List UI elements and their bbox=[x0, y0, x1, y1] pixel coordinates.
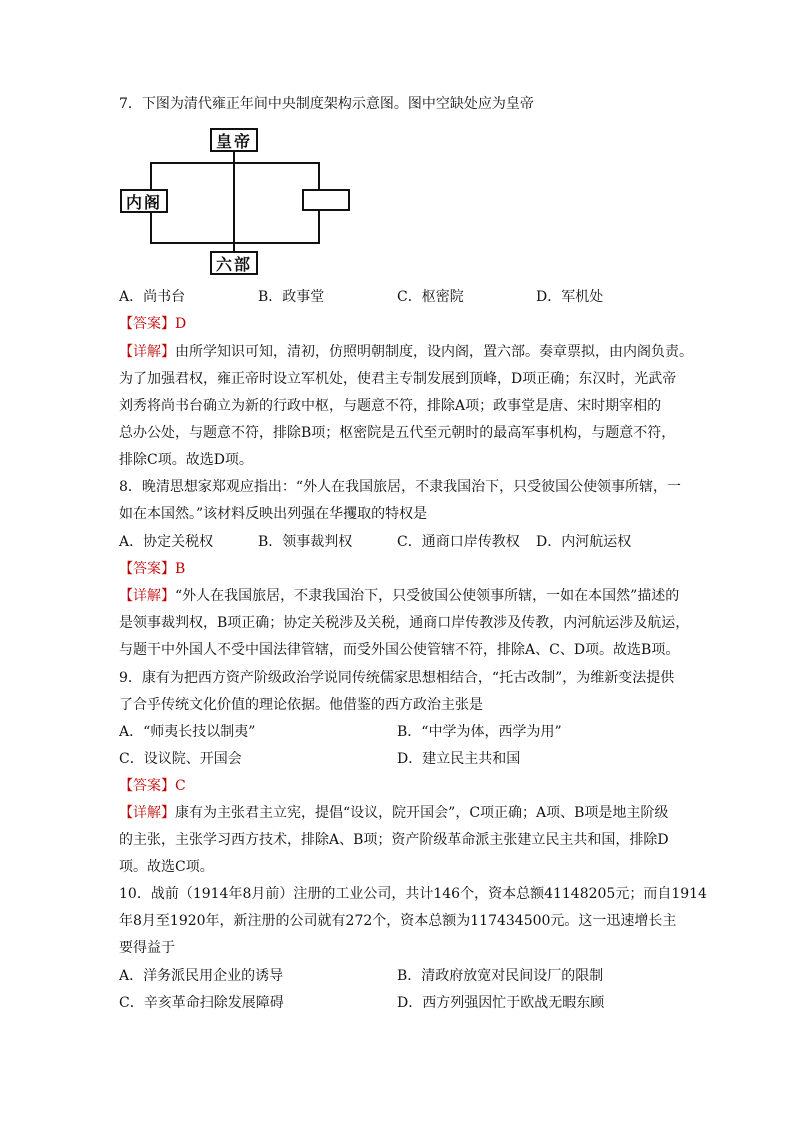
box-emperor: 皇帝 bbox=[210, 128, 258, 152]
q8-detail-line bbox=[119, 586, 679, 606]
q9-option-d: D．建立民主共和国 bbox=[397, 751, 521, 767]
q7-detail-line: 刘秀将尚书台确立为新的行政中枢，与题意不符，排除A项；政事堂是唐、宋时期宰相的 bbox=[119, 398, 662, 414]
answer-value: C bbox=[175, 778, 186, 794]
q7-detail-line: 排除C项。故选D项。 bbox=[119, 452, 253, 468]
q7-answer bbox=[119, 314, 186, 334]
q9-stem: 9．康有为把西方资产阶级政治学说同传统儒家思想相结合，“托古改制”，为维新变法提供 bbox=[119, 670, 675, 686]
answer-value: D bbox=[175, 316, 187, 332]
answer-tag: 【答案】 bbox=[119, 316, 175, 332]
q10-option-d: D．西方列强因忙于欧战无暇东顾 bbox=[397, 995, 605, 1011]
box-grand-secretariat: 内阁 bbox=[120, 189, 168, 213]
diagram-top-line bbox=[150, 162, 320, 164]
q7-option-b: B．政事堂 bbox=[258, 289, 325, 305]
q7-detail-line: 总办公处，与题意不符，排除B项；枢密院是五代至元朝时的最高军事机构，与题意不符， bbox=[119, 425, 676, 441]
q9-answer bbox=[119, 776, 186, 796]
q10-stem: 10．战前（1914年8月前）注册的工业公司，共计146个，资本总额41148205元；而自1914 bbox=[119, 886, 707, 902]
q9-detail-line: 项。故选C项。 bbox=[119, 859, 214, 875]
answer-value: B bbox=[175, 561, 186, 577]
detail-tag: 【详解】 bbox=[119, 805, 175, 821]
q10-option-b: B．清政府放宽对民间设厂的限制 bbox=[397, 968, 604, 984]
q7-option-d: D．军机处 bbox=[536, 289, 604, 305]
q8-option-d: D．内河航运权 bbox=[536, 534, 632, 550]
q9-stem: 了合乎传统文化价值的理论依据。他借鉴的西方政治主张是 bbox=[119, 697, 483, 713]
box-six-ministries: 六部 bbox=[210, 251, 258, 275]
q8-answer bbox=[119, 559, 185, 579]
q7-option-a: A．尚书台 bbox=[119, 289, 186, 305]
q10-option-a: A．洋务派民用企业的诱导 bbox=[119, 968, 284, 984]
detail-text: 康有为主张君主立宪，提倡“设议，院开国会”，C项正确；A项、B项是地主阶级 bbox=[175, 805, 669, 821]
answer-tag: 【答案】 bbox=[119, 778, 175, 794]
box-blank bbox=[302, 189, 350, 211]
q8-detail-line: 是领事裁判权，B项正确；协定关税涉及关税，通商口岸传教涉及传教，内河航运涉及航运， bbox=[119, 615, 690, 631]
q8-option-b: B．领事裁判权 bbox=[258, 534, 353, 550]
q9-option-a: A．“师夷长技以制夷” bbox=[119, 724, 256, 740]
detail-text: “外人在我国旅居，不隶我国治下，只受彼国公使领事所辖，一如在本国然”描述的 bbox=[175, 588, 680, 604]
q8-detail-line: 与题干中外国人不受中国法律管辖，而受外国公使管辖不符，排除A、C、D项。故选B项。 bbox=[119, 642, 680, 658]
q7-diagram bbox=[118, 128, 368, 278]
detail-tag: 【详解】 bbox=[119, 588, 175, 604]
q8-stem: 8．晚清思想家郑观应指出：“外人在我国旅居，不隶我国治下，只受彼国公使领事所辖，一 bbox=[119, 479, 682, 495]
q7-detail-line: 为了加强君权，雍正帝时设立军机处，使君主专制发展到顶峰，D项正确；东汉时，光武帝 bbox=[119, 371, 677, 387]
answer-tag: 【答案】 bbox=[119, 561, 175, 577]
q8-stem: 如在本国然。”该材料反映出列强在华攫取的特权是 bbox=[119, 506, 428, 522]
q8-option-a: A．协定关税权 bbox=[119, 534, 214, 550]
q9-detail-line: 的主张，主张学习西方技术，排除A、B项；资产阶级革命派主张建立民主共和国，排除D bbox=[119, 832, 669, 848]
detail-tag: 【详解】 bbox=[119, 344, 175, 360]
diagram-center-line bbox=[233, 150, 235, 254]
q9-option-b: B．“中学为体，西学为用” bbox=[397, 724, 562, 740]
diagram-bottom-line bbox=[150, 242, 320, 244]
q8-option-c: C．通商口岸传教权 bbox=[397, 534, 520, 550]
q10-stem: 要得益于 bbox=[119, 940, 175, 956]
q7-detail-line bbox=[119, 342, 693, 362]
q9-option-c: C．设议院、开国会 bbox=[119, 751, 242, 767]
q9-detail-line bbox=[119, 803, 668, 823]
detail-text: 由所学知识可知，清初，仿照明朝制度，设内阁，置六部。奏章票拟，由内阁负责。 bbox=[175, 344, 693, 360]
q10-stem: 年8月至1920年，新注册的公司就有272个，资本总额为117434500元。这一迅速增长主 bbox=[119, 913, 677, 929]
q7-option-c: C．枢密院 bbox=[397, 289, 464, 305]
q10-option-c: C．辛亥革命扫除发展障碍 bbox=[119, 995, 284, 1011]
q7-stem: 7．下图为清代雍正年间中央制度架构示意图。图中空缺处应为皇帝 bbox=[119, 96, 534, 112]
